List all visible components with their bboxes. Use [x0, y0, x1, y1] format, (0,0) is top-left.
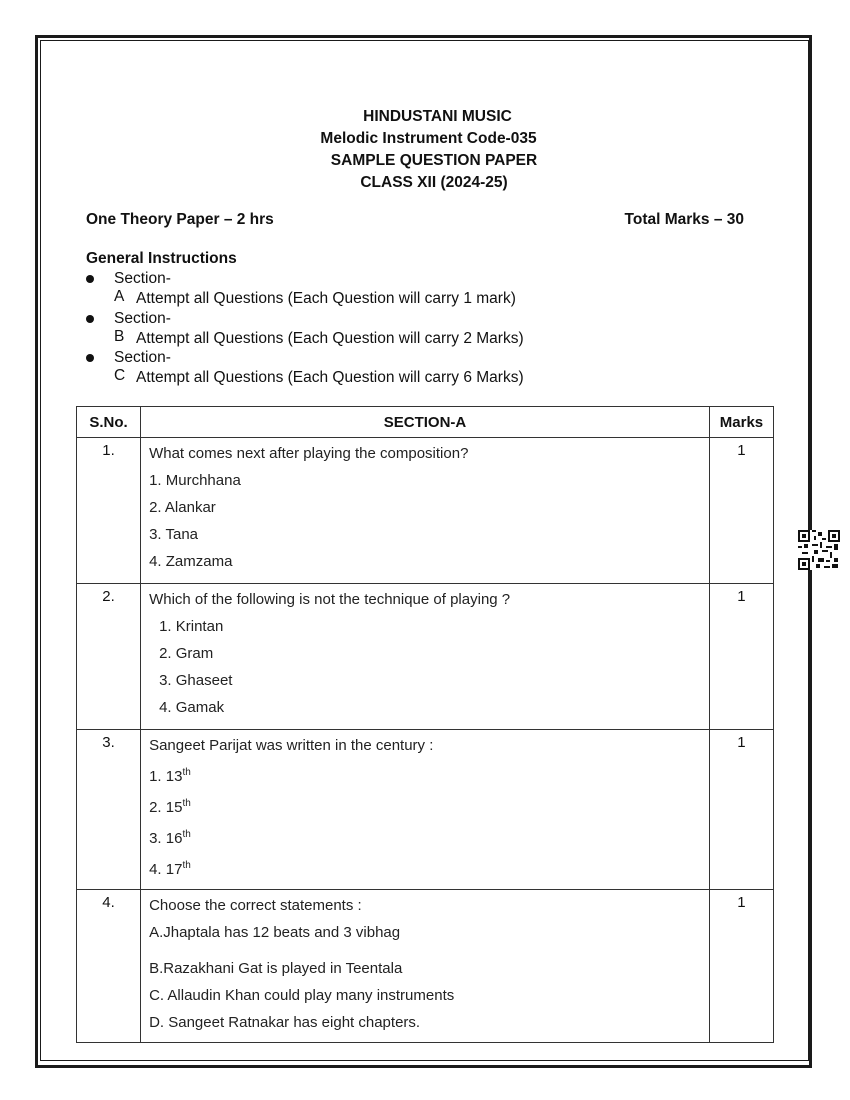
question-text: Choose the correct statements : [149, 897, 362, 914]
option: 2. Alankar [149, 499, 216, 516]
paper-header [0, 106, 850, 194]
instrument-code: Melodic Instrument Code-035 [320, 130, 537, 147]
option-suffix: th [182, 767, 191, 778]
table-row [77, 890, 774, 1043]
question-cell [141, 438, 710, 584]
table-header-row [77, 407, 774, 438]
question-marks: 1 [709, 890, 773, 1043]
paper-type: SAMPLE QUESTION PAPER [330, 152, 538, 169]
bullet-icon [86, 315, 94, 323]
table-row [77, 584, 774, 730]
question-marks: 1 [709, 730, 773, 890]
question-marks: 1 [709, 584, 773, 730]
option: D. Sangeet Ratnakar has eight chapters. [149, 1014, 421, 1031]
question-cell [141, 890, 710, 1043]
marks-header: Marks [709, 407, 773, 438]
option-number: 1. 13 [149, 768, 183, 785]
instruction-section: Section-A [114, 270, 171, 305]
option: C. Allaudin Khan could play many instruments [149, 987, 455, 1004]
sno-header: S.No. [77, 407, 141, 438]
instruction-section: Section-B [114, 309, 171, 345]
instruction-desc: Attempt all Questions (Each Question will carry 1 mark) [136, 290, 516, 307]
option: 4. Gamak [159, 699, 225, 716]
bullet-icon [86, 275, 94, 283]
option: 1. Murchhana [149, 472, 241, 489]
class-year: CLASS XII (2024-25) [360, 174, 508, 191]
option: 2. Gram [159, 645, 214, 662]
option [149, 763, 701, 787]
question-number: 2. [77, 584, 141, 730]
section-header: SECTION-A [141, 407, 710, 438]
option-suffix: th [182, 860, 191, 871]
question-number: 3. [77, 730, 141, 890]
option-suffix: th [182, 798, 191, 809]
question-text: Sangeet Parijat was written in the century : [149, 737, 434, 754]
instruction-section: Section-C [114, 349, 171, 384]
option-number: 4. 17 [149, 861, 183, 878]
total-marks: Total Marks – 30 [624, 211, 744, 228]
question-text: Which of the following is not the technique of playing ? [149, 591, 511, 608]
option: A.Jhaptala has 12 beats and 3 vibhag [149, 924, 401, 941]
option-number: 2. 15 [149, 799, 183, 816]
instructions-title: General Instructions [86, 250, 237, 267]
option: 3. Tana [149, 526, 199, 543]
option: 3. Ghaseet [159, 672, 233, 689]
option [149, 856, 701, 880]
instruction-desc: Attempt all Questions (Each Question will carry 6 Marks) [136, 369, 524, 386]
question-table [76, 406, 774, 1043]
question-number: 1. [77, 438, 141, 584]
question-cell [141, 730, 710, 890]
qr-code-icon [798, 530, 840, 570]
question-number: 4. [77, 890, 141, 1043]
question-cell [141, 584, 710, 730]
question-text: What comes next after playing the composition? [149, 445, 469, 462]
instruction-desc: Attempt all Questions (Each Question will carry 2 Marks) [136, 329, 524, 347]
question-marks: 1 [709, 438, 773, 584]
option: 4. Zamzama [149, 553, 233, 570]
duration: One Theory Paper – 2 hrs [86, 211, 274, 228]
option: 1. Krintan [159, 618, 224, 635]
table-row [77, 438, 774, 584]
table-row [77, 730, 774, 890]
option-suffix: th [182, 829, 191, 840]
subject-title: HINDUSTANI MUSIC [363, 108, 512, 125]
option [149, 794, 701, 818]
option-number: 3. 16 [149, 830, 183, 847]
bullet-icon [86, 354, 94, 362]
option [149, 825, 701, 849]
option: B.Razakhani Gat is played in Teentala [149, 960, 403, 977]
